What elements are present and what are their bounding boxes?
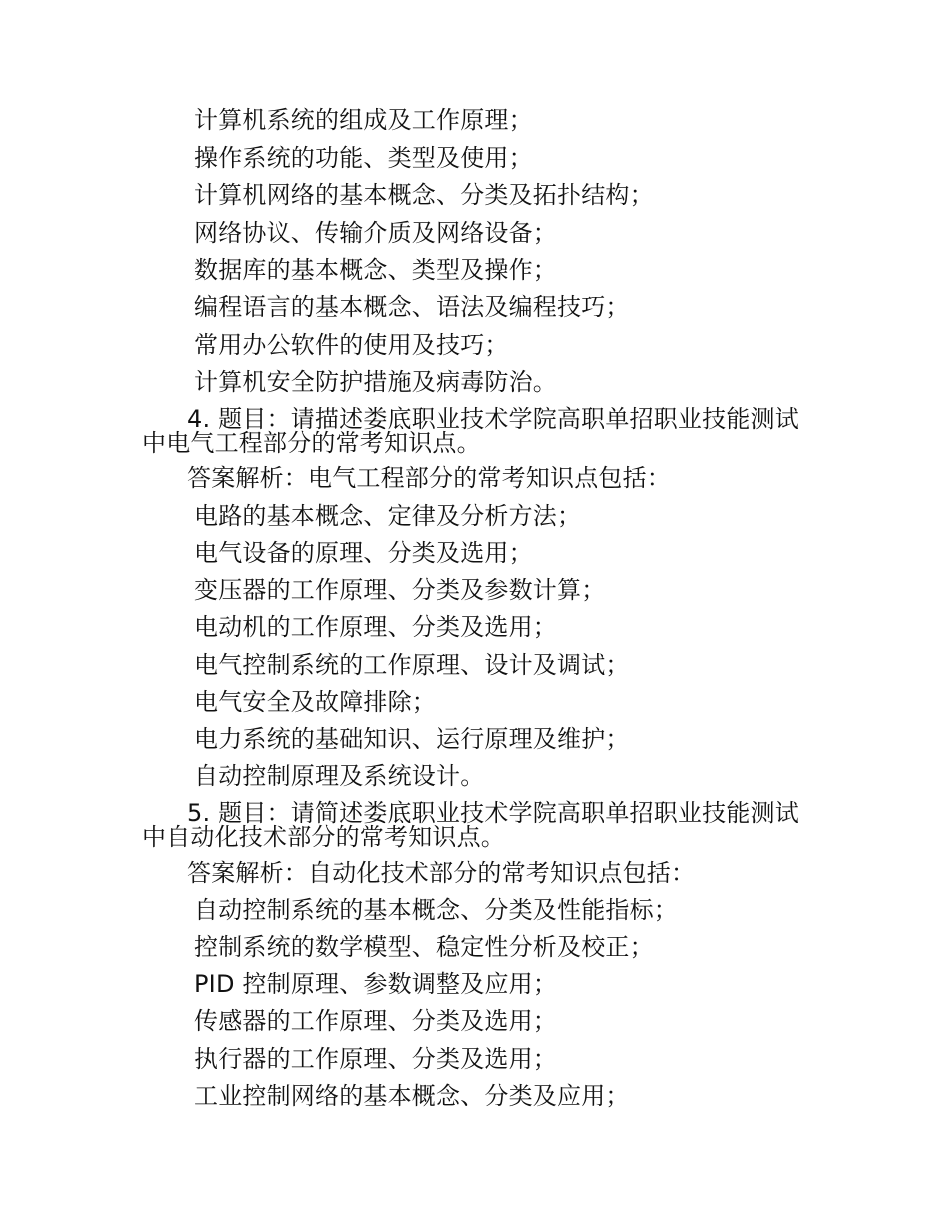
list-item: 计算机安全防护措施及病毒防治。: [194, 368, 557, 396]
list-item: 操作系统的功能、类型及使用；: [194, 144, 533, 172]
list-item: 变压器的工作原理、分类及参数计算；: [194, 576, 606, 604]
list-item: 电气设备的原理、分类及选用；: [194, 539, 533, 567]
list-item: 执行器的工作原理、分类及选用；: [194, 1045, 557, 1073]
list-item: 电路的基本概念、定律及分析方法；: [194, 502, 582, 530]
list-item: 自动控制原理及系统设计。: [194, 762, 485, 790]
question-4-title-cont: 中电气工程部分的常考知识点。: [142, 429, 481, 457]
list-item: 网络协议、传输介质及网络设备；: [194, 219, 557, 247]
list-item: 工业控制网络的基本概念、分类及应用；: [194, 1082, 630, 1110]
list-item: 常用办公软件的使用及技巧；: [194, 331, 509, 359]
list-item: 电气安全及故障排除；: [194, 688, 436, 716]
list-item: 编程语言的基本概念、语法及编程技巧；: [194, 293, 630, 321]
question-5-title: 5. 题目：请简述娄底职业技术学院高职单招职业技能测试: [187, 799, 799, 827]
list-item: 电气控制系统的工作原理、设计及调试；: [194, 651, 630, 679]
list-item: 电力系统的基础知识、运行原理及维护；: [194, 725, 630, 753]
question-5-answer-intro: 答案解析：自动化技术部分的常考知识点包括：: [187, 859, 696, 887]
list-item: 自动控制系统的基本概念、分类及性能指标；: [194, 896, 678, 924]
question-5-title-cont: 中自动化技术部分的常考知识点。: [142, 823, 505, 851]
list-item: 计算机系统的组成及工作原理；: [194, 106, 533, 134]
list-item: 控制系统的数学模型、稳定性分析及校正；: [194, 933, 654, 961]
question-4-answer-intro: 答案解析：电气工程部分的常考知识点包括：: [187, 464, 671, 492]
list-item: 电动机的工作原理、分类及选用；: [194, 613, 557, 641]
list-item: 数据库的基本概念、类型及操作；: [194, 256, 557, 284]
question-4-title: 4. 题目：请描述娄底职业技术学院高职单招职业技能测试: [187, 405, 799, 433]
list-item: 计算机网络的基本概念、分类及拓扑结构；: [194, 181, 654, 209]
list-item: 传感器的工作原理、分类及选用；: [194, 1007, 557, 1035]
list-item: PID 控制原理、参数调整及应用；: [194, 970, 558, 998]
